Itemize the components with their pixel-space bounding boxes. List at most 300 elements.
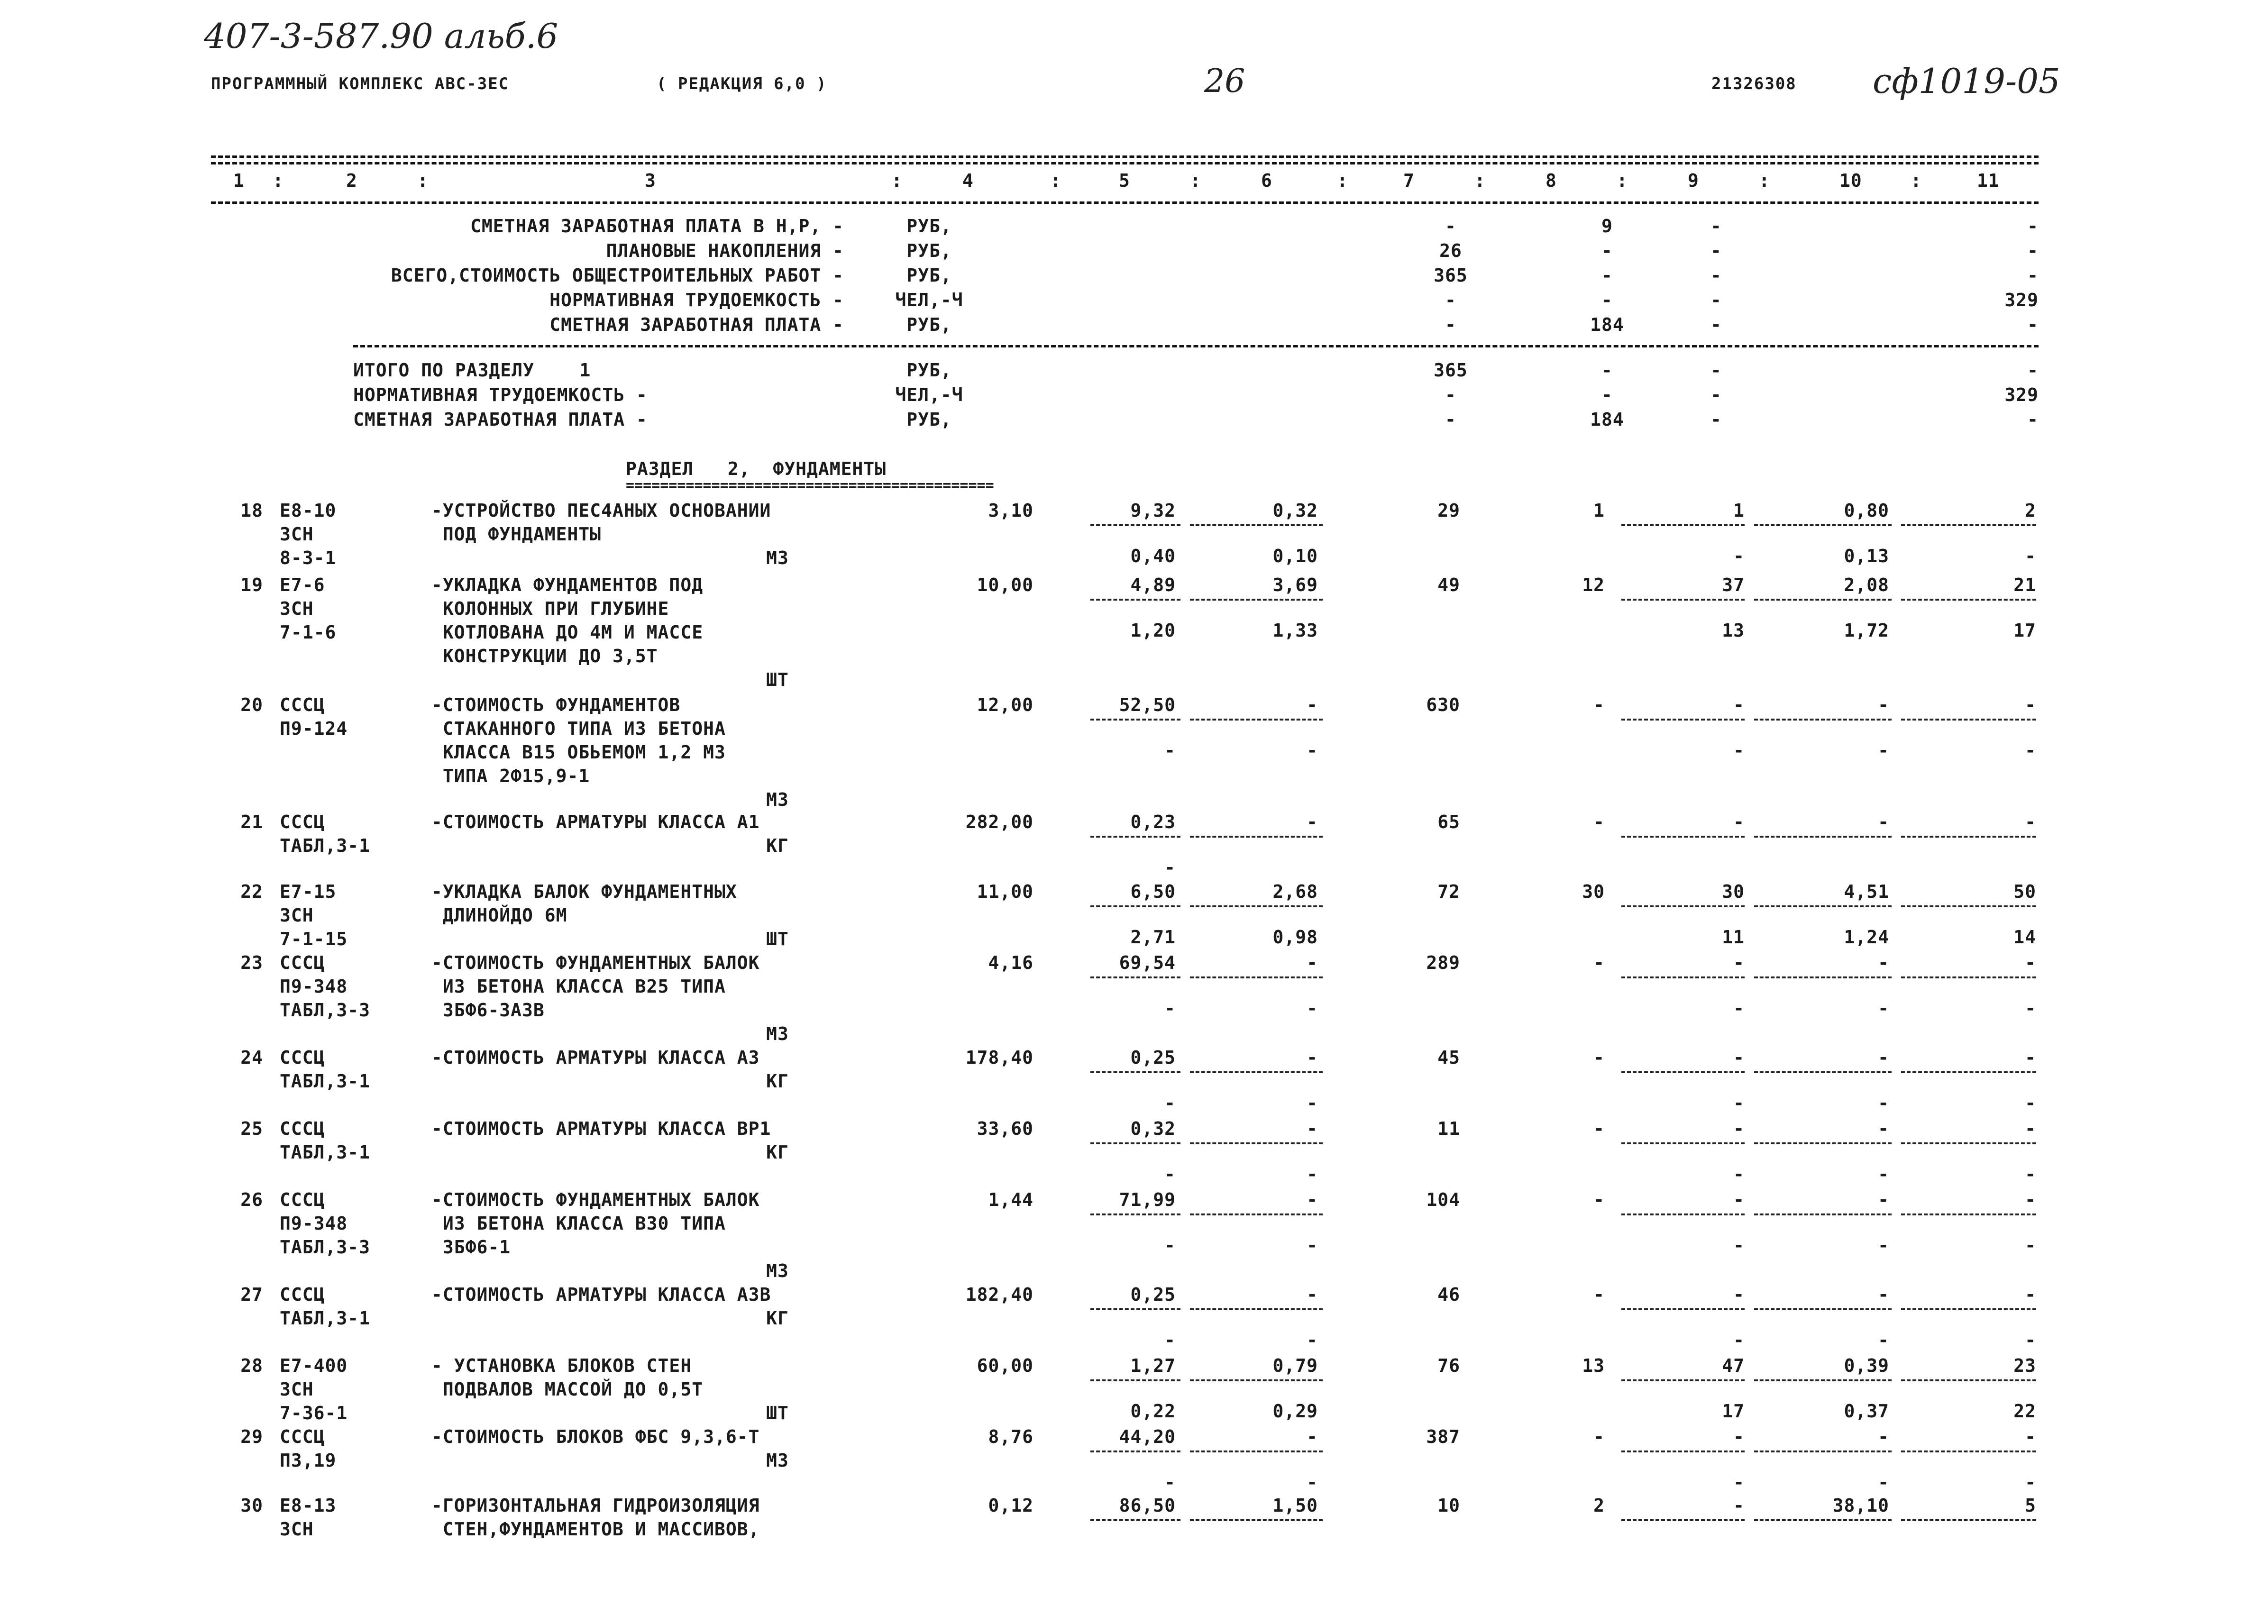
row-23-col11b: - (2025, 998, 2036, 1019)
summary1-row-0-unit: РУБ, (906, 216, 952, 237)
summary2-row-0-col9: - (1710, 360, 1722, 381)
row-20-col7: 630 (1426, 694, 1460, 715)
row-30-col11a: 5 (2025, 1495, 2036, 1516)
row-23-code-0: СССЦ (280, 952, 325, 973)
row-19-code-1: ЗСН (280, 598, 314, 619)
row-29-col9b: - (1733, 1472, 1745, 1493)
row-19-number: 19 (240, 575, 263, 595)
row-24-rule-10 (1754, 1071, 1892, 1073)
column-header-8: 5 (1119, 170, 1130, 191)
row-22-code-2: 7-1-15 (280, 929, 348, 949)
row-25-unit: КГ (766, 1142, 789, 1163)
summary2-row-1-col8: - (1601, 384, 1613, 405)
row-25-rule-5 (1090, 1142, 1180, 1144)
section-underline: =========================================== (626, 477, 994, 494)
row-28-col9b: 17 (1722, 1401, 1745, 1422)
row-25-rule-10 (1754, 1142, 1892, 1144)
row-20-col5a: 52,50 (1119, 694, 1176, 715)
row-21-col9a: - (1733, 812, 1745, 832)
summary-rule (353, 345, 2039, 347)
row-28-number: 28 (240, 1355, 263, 1376)
row-27-col6a: - (1307, 1284, 1318, 1305)
row-28-desc-1: ПОДВАЛОВ МАССОЙ ДО 0,5Т (431, 1379, 704, 1400)
row-26-desc-0: -СТОИМОСТЬ ФУНДАМЕНТНЫХ БАЛОК (431, 1189, 760, 1210)
row-20-col9a: - (1733, 694, 1745, 715)
row-23-code-1: П9-348 (280, 976, 348, 997)
row-26-unit: М3 (766, 1260, 789, 1281)
row-26-col11a: - (2025, 1189, 2036, 1210)
program-edition: ( РЕДАКЦИЯ 6,0 ) (657, 74, 827, 93)
summary1-row-2-col11: - (2027, 265, 2039, 286)
row-28-col5b: 0,22 (1130, 1401, 1176, 1422)
row-20-rule-10 (1754, 719, 1892, 721)
row-30-col4: 0,12 (988, 1495, 1033, 1516)
row-27-col9a: - (1733, 1284, 1745, 1305)
row-26-rule-9 (1621, 1213, 1745, 1215)
row-25-rule-11 (1901, 1142, 2036, 1144)
row-28-rule-10 (1754, 1379, 1892, 1381)
row-25-col8: - (1593, 1118, 1605, 1139)
row-27-rule-9 (1621, 1308, 1745, 1310)
row-18-col4: 3,10 (988, 500, 1033, 521)
summary1-row-1-unit: РУБ, (906, 240, 952, 261)
row-26-col10a: - (1878, 1189, 1889, 1210)
summary2-row-2-col8: 184 (1590, 409, 1624, 430)
row-30-desc-1: СТЕН,ФУНДАМЕНТОВ И МАССИВОВ, (431, 1519, 760, 1540)
row-27-rule-10 (1754, 1308, 1892, 1310)
row-24-col5b: - (1164, 1093, 1176, 1113)
summary2-row-0-label: ИТОГО ПО РАЗДЕЛУ 1 (353, 360, 591, 381)
row-19-col6b: 1,33 (1272, 620, 1318, 641)
row-30-code-0: Е8-13 (280, 1495, 337, 1516)
row-23-col5a: 69,54 (1119, 952, 1176, 973)
row-21-col4: 282,00 (965, 812, 1033, 832)
row-25-col4: 33,60 (977, 1118, 1033, 1139)
row-29-col8: - (1593, 1426, 1605, 1447)
row-21-col8: - (1593, 812, 1605, 832)
column-header-5: : (891, 170, 903, 191)
row-18-col9a: 1 (1733, 500, 1745, 521)
row-29-col10a: - (1878, 1426, 1889, 1447)
summary1-row-0-col8: 9 (1601, 216, 1613, 237)
row-29-col6a: - (1307, 1426, 1318, 1447)
row-24-col5a: 0,25 (1130, 1047, 1176, 1068)
row-22-desc-1: ДЛИНОЙДО 6М (431, 905, 567, 926)
row-29-number: 29 (240, 1426, 263, 1447)
row-18-col7: 29 (1437, 500, 1460, 521)
row-28-col10b: 0,37 (1844, 1401, 1889, 1422)
row-19-code-0: Е7-6 (280, 575, 325, 595)
row-23-col9b: - (1733, 998, 1745, 1019)
summary2-row-0-col7: 365 (1434, 360, 1468, 381)
row-22-code-0: Е7-15 (280, 881, 337, 902)
row-18-col5a: 9,32 (1130, 500, 1176, 521)
row-24-col7: 45 (1437, 1047, 1460, 1068)
row-23-col10b: - (1878, 998, 1889, 1019)
row-26-col5b: - (1164, 1235, 1176, 1256)
row-27-col9b: - (1733, 1330, 1745, 1350)
row-23-col4: 4,16 (988, 952, 1033, 973)
row-26-rule-10 (1754, 1213, 1892, 1215)
row-22-rule-6 (1190, 905, 1323, 907)
row-19-desc-3: КОНСТРУКЦИИ ДО 3,5Т (431, 646, 658, 666)
column-header-11: : (1337, 170, 1348, 191)
column-header-18: 10 (1839, 170, 1862, 191)
row-28-rule-5 (1090, 1379, 1180, 1381)
section-title: РАЗДЕЛ 2, ФУНДАМЕНТЫ (626, 458, 887, 479)
page-number: 26 (1204, 63, 1245, 100)
row-29-rule-5 (1090, 1451, 1180, 1452)
summary2-row-0-unit: РУБ, (906, 360, 952, 381)
summary1-row-2-col9: - (1710, 265, 1722, 286)
row-19-col10b: 1,72 (1844, 620, 1889, 641)
row-27-code-0: СССЦ (280, 1284, 325, 1305)
row-20-desc-1: СТАКАННОГО ТИПА ИЗ БЕТОНА (431, 718, 726, 739)
row-29-col11a: - (2025, 1426, 2036, 1447)
row-23-col5b: - (1164, 998, 1176, 1019)
column-header-13: : (1474, 170, 1486, 191)
row-18-desc-1: ПОД ФУНДАМЕНТЫ (431, 524, 602, 545)
row-24-desc-0: -СТОИМОСТЬ АРМАТУРЫ КЛАССА А3 (431, 1047, 760, 1068)
summary1-row-1-col7: 26 (1439, 240, 1462, 261)
row-27-rule-6 (1190, 1308, 1323, 1310)
row-23-col7: 289 (1426, 952, 1460, 973)
row-22-col9b: 11 (1722, 927, 1745, 948)
row-24-col11b: - (2025, 1093, 2036, 1113)
summary1-row-0-label: СМЕТНАЯ ЗАРАБОТНАЯ ПЛАТА В Н,Р, - (470, 216, 844, 237)
row-20-unit: М3 (766, 789, 789, 810)
row-23-rule-5 (1090, 976, 1180, 978)
row-18-col6b: 0,10 (1272, 546, 1318, 566)
row-24-col10a: - (1878, 1047, 1889, 1068)
row-29-col5a: 44,20 (1119, 1426, 1176, 1447)
row-21-desc-0: -СТОИМОСТЬ АРМАТУРЫ КЛАССА А1 (431, 812, 760, 832)
row-22-col8: 30 (1582, 881, 1605, 902)
row-29-col11b: - (2025, 1472, 2036, 1493)
row-22-col10b: 1,24 (1844, 927, 1889, 948)
column-header-1: : (273, 170, 284, 191)
summary2-row-1-col9: - (1710, 384, 1722, 405)
summary2-row-2-unit: РУБ, (906, 409, 952, 430)
row-30-col10a: 38,10 (1832, 1495, 1889, 1516)
row-27-col10b: - (1878, 1330, 1889, 1350)
row-18-rule-5 (1090, 524, 1180, 526)
row-18-col11a: 2 (2025, 500, 2036, 521)
column-header-17: : (1759, 170, 1770, 191)
summary1-row-1-label: ПЛАНОВЫЕ НАКОПЛЕНИЯ - (606, 240, 844, 261)
column-header-3: : (417, 170, 429, 191)
row-26-desc-1: ИЗ БЕТОНА КЛАССА В30 ТИПА (431, 1213, 726, 1234)
row-24-rule-6 (1190, 1071, 1323, 1073)
row-26-col7: 104 (1426, 1189, 1460, 1210)
row-18-code-0: Е8-10 (280, 500, 337, 521)
row-26-col11b: - (2025, 1235, 2036, 1256)
summary1-row-3-unit: ЧЕЛ,-Ч (895, 290, 963, 310)
summary1-row-4-unit: РУБ, (906, 314, 952, 335)
summary1-row-2-col8: - (1601, 265, 1613, 286)
row-27-col5b: - (1164, 1330, 1176, 1350)
row-25-desc-0: -СТОИМОСТЬ АРМАТУРЫ КЛАССА ВР1 (431, 1118, 771, 1139)
row-20-col11a: - (2025, 694, 2036, 715)
summary1-row-4-col11: - (2027, 314, 2039, 335)
row-29-col4: 8,76 (988, 1426, 1033, 1447)
row-30-rule-10 (1754, 1519, 1892, 1521)
row-27-rule-11 (1901, 1308, 2036, 1310)
row-19-rule-10 (1754, 599, 1892, 601)
column-header-15: : (1617, 170, 1628, 191)
row-23-col6a: - (1307, 952, 1318, 973)
row-26-col9a: - (1733, 1189, 1745, 1210)
row-21-rule-9 (1621, 836, 1745, 838)
row-29-code-1: П3,19 (280, 1450, 337, 1471)
row-26-col5a: 71,99 (1119, 1189, 1176, 1210)
row-24-rule-9 (1621, 1071, 1745, 1073)
row-18-col10a: 0,80 (1844, 500, 1889, 521)
row-29-desc-0: -СТОИМОСТЬ БЛОКОВ ФБС 9,3,6-Т (431, 1426, 760, 1447)
row-19-col9a: 37 (1722, 575, 1745, 595)
column-header-6: 4 (962, 170, 974, 191)
summary2-row-2-col7: - (1445, 409, 1456, 430)
row-20-col6b: - (1307, 740, 1318, 761)
row-22-unit: ШТ (766, 929, 789, 949)
row-28-col6b: 0,29 (1272, 1401, 1318, 1422)
row-21-col7: 65 (1437, 812, 1460, 832)
row-30-code-1: ЗСН (280, 1519, 314, 1540)
row-19-col8: 12 (1582, 575, 1605, 595)
row-19-rule-9 (1621, 599, 1745, 601)
summary1-row-3-col9: - (1710, 290, 1722, 310)
row-27-rule-5 (1090, 1308, 1180, 1310)
summary2-row-2-col11: - (2027, 409, 2039, 430)
row-20-desc-0: -СТОИМОСТЬ ФУНДАМЕНТОВ (431, 694, 681, 715)
row-23-desc-1: ИЗ БЕТОНА КЛАССА В25 ТИПА (431, 976, 726, 997)
summary2-row-0-col8: - (1601, 360, 1613, 381)
row-25-col10a: - (1878, 1118, 1889, 1139)
row-20-rule-9 (1621, 719, 1745, 721)
row-21-rule-6 (1190, 836, 1323, 838)
row-28-col11b: 22 (2013, 1401, 2036, 1422)
summary1-row-0-col9: - (1710, 216, 1722, 237)
row-18-rule-11 (1901, 524, 2036, 526)
row-19-unit: ШТ (766, 669, 789, 690)
row-18-col11b: - (2025, 546, 2036, 566)
row-20-desc-2: КЛАССА В15 ОБЬЕМОМ 1,2 М3 (431, 742, 726, 763)
row-22-col6a: 2,68 (1272, 881, 1318, 902)
row-18-code-1: ЗСН (280, 524, 314, 545)
row-18-col6a: 0,32 (1272, 500, 1318, 521)
row-21-col10a: - (1878, 812, 1889, 832)
row-30-number: 30 (240, 1495, 263, 1516)
row-20-col10a: - (1878, 694, 1889, 715)
summary1-row-4-col9: - (1710, 314, 1722, 335)
row-25-col9a: - (1733, 1118, 1745, 1139)
row-22-col4: 11,00 (977, 881, 1033, 902)
row-22-rule-10 (1754, 905, 1892, 907)
row-20-col8: - (1593, 694, 1605, 715)
handwritten-reference: 407-3-587.90 альб.6 (204, 16, 558, 56)
row-24-unit: КГ (766, 1071, 789, 1092)
row-20-col5b: - (1164, 740, 1176, 761)
row-23-number: 23 (240, 952, 263, 973)
row-23-col6b: - (1307, 998, 1318, 1019)
row-27-number: 27 (240, 1284, 263, 1305)
row-28-col11a: 23 (2013, 1355, 2036, 1376)
row-22-code-1: ЗСН (280, 905, 314, 926)
row-26-col4: 1,44 (988, 1189, 1033, 1210)
column-header-0: 1 (233, 170, 245, 191)
row-19-desc-0: -УКЛАДКА ФУНДАМЕНТОВ ПОД (431, 575, 704, 595)
row-26-rule-5 (1090, 1213, 1180, 1215)
row-28-rule-9 (1621, 1379, 1745, 1381)
row-24-col8: - (1593, 1047, 1605, 1068)
row-30-rule-6 (1190, 1519, 1323, 1521)
column-header-14: 8 (1546, 170, 1557, 191)
row-26-code-1: П9-348 (280, 1213, 348, 1234)
row-30-col7: 10 (1437, 1495, 1460, 1516)
row-24-number: 24 (240, 1047, 263, 1068)
row-21-rule-11 (1901, 836, 2036, 838)
column-header-9: : (1190, 170, 1201, 191)
row-24-col4: 178,40 (965, 1047, 1033, 1068)
row-25-col5a: 0,32 (1130, 1118, 1176, 1139)
program-title: ПРОГРАММНЫЙ КОМПЛЕКС АВС-3ЕС (211, 74, 510, 93)
row-29-col10b: - (1878, 1472, 1889, 1493)
row-24-col9a: - (1733, 1047, 1745, 1068)
row-24-col10b: - (1878, 1093, 1889, 1113)
row-29-col6b: - (1307, 1472, 1318, 1493)
summary2-row-2-col9: - (1710, 409, 1722, 430)
summary1-row-1-col8: - (1601, 240, 1613, 261)
row-28-col9a: 47 (1722, 1355, 1745, 1376)
row-19-rule-5 (1090, 599, 1180, 601)
row-30-col5a: 86,50 (1119, 1495, 1176, 1516)
row-19-col7: 49 (1437, 575, 1460, 595)
row-30-col8: 2 (1593, 1495, 1605, 1516)
row-28-rule-11 (1901, 1379, 2036, 1381)
header-rule-bottom (211, 201, 2039, 204)
row-20-code-0: СССЦ (280, 694, 325, 715)
row-19-rule-6 (1190, 599, 1323, 601)
row-18-desc-0: -УСТРОЙСТВО ПЕС4АНЫХ ОСНОВАНИИ (431, 500, 771, 521)
summary1-row-3-col7: - (1445, 290, 1456, 310)
row-19-col5a: 4,89 (1130, 575, 1176, 595)
row-28-unit: ШТ (766, 1403, 789, 1423)
row-24-col9b: - (1733, 1093, 1745, 1113)
row-25-col7: 11 (1437, 1118, 1460, 1139)
row-23-col9a: - (1733, 952, 1745, 973)
row-23-col10a: - (1878, 952, 1889, 973)
row-25-rule-9 (1621, 1142, 1745, 1144)
row-22-col7: 72 (1437, 881, 1460, 902)
row-18-col9b: - (1733, 546, 1745, 566)
row-18-rule-6 (1190, 524, 1323, 526)
row-20-col4: 12,00 (977, 694, 1033, 715)
summary2-row-0-col11: - (2027, 360, 2039, 381)
row-29-col7: 387 (1426, 1426, 1460, 1447)
row-19-col4: 10,00 (977, 575, 1033, 595)
summary1-row-2-label: ВСЕГО,СТОИМОСТЬ ОБЩЕСТРОИТЕЛЬНЫХ РАБОТ - (391, 265, 844, 286)
summary1-row-3-col8: - (1601, 290, 1613, 310)
row-29-col5b: - (1164, 1472, 1176, 1493)
row-29-rule-11 (1901, 1451, 2036, 1452)
summary1-row-4-col7: - (1445, 314, 1456, 335)
summary1-row-1-col9: - (1710, 240, 1722, 261)
row-25-col6b: - (1307, 1164, 1318, 1185)
row-25-col5b: - (1164, 1164, 1176, 1185)
row-26-code-2: ТАБЛ,3-3 (280, 1237, 371, 1258)
row-30-rule-9 (1621, 1519, 1745, 1521)
row-28-col4: 60,00 (977, 1355, 1033, 1376)
row-19-col6a: 3,69 (1272, 575, 1318, 595)
row-26-desc-2: 3БФ6-1 (431, 1237, 511, 1258)
summary2-row-1-col7: - (1445, 384, 1456, 405)
row-21-code-1: ТАБЛ,3-1 (280, 835, 371, 856)
column-header-19: : (1911, 170, 1922, 191)
row-25-number: 25 (240, 1118, 263, 1139)
row-27-col11b: - (2025, 1330, 2036, 1350)
row-22-col9a: 30 (1722, 881, 1745, 902)
row-27-col4: 182,40 (965, 1284, 1033, 1305)
row-28-desc-0: - УСТАНОВКА БЛОКОВ СТЕН (431, 1355, 692, 1376)
row-20-col11b: - (2025, 740, 2036, 761)
column-header-7: : (1050, 170, 1061, 191)
summary1-row-2-unit: РУБ, (906, 265, 952, 286)
row-22-col11a: 50 (2013, 881, 2036, 902)
row-27-col8: - (1593, 1284, 1605, 1305)
row-23-rule-6 (1190, 976, 1323, 978)
row-20-col9b: - (1733, 740, 1745, 761)
row-23-desc-0: -СТОИМОСТЬ ФУНДАМЕНТНЫХ БАЛОК (431, 952, 760, 973)
row-21-rule-5 (1090, 836, 1180, 838)
row-27-desc-0: -СТОИМОСТЬ АРМАТУРЫ КЛАССА А3В (431, 1284, 771, 1305)
column-header-2: 2 (346, 170, 357, 191)
row-18-rule-10 (1754, 524, 1892, 526)
row-26-col6a: - (1307, 1189, 1318, 1210)
header-rule-top (211, 155, 2039, 158)
row-29-rule-9 (1621, 1451, 1745, 1452)
row-24-col11a: - (2025, 1047, 2036, 1068)
row-24-code-0: СССЦ (280, 1047, 325, 1068)
row-18-col5b: 0,40 (1130, 546, 1176, 566)
row-28-col7: 76 (1437, 1355, 1460, 1376)
row-22-col10a: 4,51 (1844, 881, 1889, 902)
summary1-row-3-label: НОРМАТИВНАЯ ТРУДОЕМКОСТЬ - (549, 290, 844, 310)
row-22-col5a: 6,50 (1130, 881, 1176, 902)
row-19-desc-1: КОЛОННЫХ ПРИ ГЛУБИНЕ (431, 598, 669, 619)
row-22-desc-0: -УКЛАДКА БАЛОК ФУНДАМЕНТНЫХ (431, 881, 737, 902)
row-27-col7: 46 (1437, 1284, 1460, 1305)
row-19-desc-2: КОТЛОВАНА ДО 4М И МАССЕ (431, 622, 704, 643)
row-23-col11a: - (2025, 952, 2036, 973)
row-21-col5b: - (1164, 857, 1176, 878)
row-27-code-1: ТАБЛ,3-1 (280, 1308, 371, 1329)
row-25-col11a: - (2025, 1118, 2036, 1139)
row-19-col5b: 1,20 (1130, 620, 1176, 641)
summary2-row-2-label: СМЕТНАЯ ЗАРАБОТНАЯ ПЛАТА - (353, 409, 648, 430)
row-18-unit: М3 (766, 547, 789, 568)
row-30-rule-11 (1901, 1519, 2036, 1521)
summary1-row-4-col8: 184 (1590, 314, 1624, 335)
row-26-col9b: - (1733, 1235, 1745, 1256)
row-25-col9b: - (1733, 1164, 1745, 1185)
row-26-rule-11 (1901, 1213, 2036, 1215)
column-header-20: 11 (1977, 170, 2000, 191)
row-22-col11b: 14 (2013, 927, 2036, 948)
row-18-number: 18 (240, 500, 263, 521)
row-21-col6a: - (1307, 812, 1318, 832)
row-26-col6b: - (1307, 1235, 1318, 1256)
summary1-row-2-col7: 365 (1434, 265, 1468, 286)
